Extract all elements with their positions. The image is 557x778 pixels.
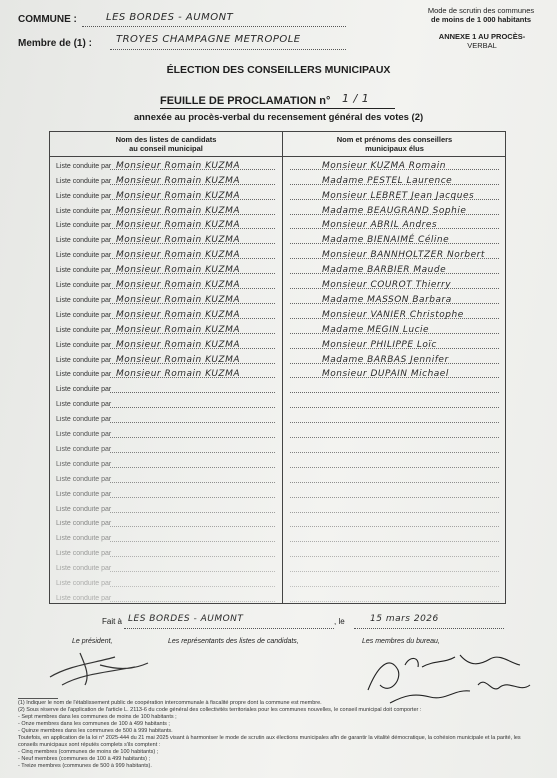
feuille-title: FEUILLE DE PROCLAMATION n° bbox=[160, 95, 331, 107]
candidate-name: Monsieur Romain KUZMA bbox=[116, 160, 240, 171]
footnote-line: - Cinq membres (communes de moins de 100 habitants) ; bbox=[18, 749, 159, 755]
footnote-line: (1) Indiquer le nom de l'établissement public de coopération intercommunale à fiscalité propre dont la commune est membre. bbox=[18, 700, 322, 706]
table-row bbox=[50, 558, 505, 573]
table-row bbox=[50, 365, 505, 380]
elected-name: Madame BARBIER Maude bbox=[322, 265, 447, 276]
candidate-name: Monsieur Romain KUZMA bbox=[116, 265, 240, 276]
commune-value: LES BORDES - AUMONT bbox=[106, 12, 234, 23]
row-label: Liste conduite par bbox=[56, 401, 112, 409]
annexe-line-2: VERBAL bbox=[467, 41, 497, 50]
table-row bbox=[50, 543, 505, 558]
table-row bbox=[50, 573, 505, 588]
membre-value: TROYES CHAMPAGNE METROPOLE bbox=[116, 34, 301, 45]
table-row bbox=[50, 305, 505, 320]
row-label: Liste conduite par bbox=[56, 565, 112, 573]
footnote-line: - Quinze membres dans les communes de 500 à 999 habitants. bbox=[18, 728, 173, 734]
row-label: Liste conduite par bbox=[56, 222, 112, 230]
row-label: Liste conduite par bbox=[56, 311, 112, 319]
row-label: Liste conduite par bbox=[56, 341, 112, 349]
table-row bbox=[50, 186, 505, 201]
election-title: ÉLECTION DES CONSEILLERS MUNICIPAUX bbox=[166, 64, 391, 76]
row-label: Liste conduite par bbox=[56, 192, 112, 200]
row-label: Liste conduite par bbox=[56, 237, 112, 245]
elected-name: Monsieur KUZMA Romain bbox=[322, 160, 446, 171]
elected-name: Monsieur BANNHOLTZER Norbert bbox=[322, 250, 485, 261]
row-label: Liste conduite par bbox=[56, 326, 112, 334]
candidate-name: Monsieur Romain KUZMA bbox=[116, 250, 240, 261]
elected-name: Monsieur DUPAIN Michael bbox=[322, 369, 449, 380]
row-label: Liste conduite par bbox=[56, 580, 112, 588]
candidate-name: Monsieur Romain KUZMA bbox=[116, 280, 240, 291]
fait-value: LES BORDES - AUMONT bbox=[128, 614, 244, 624]
row-label: Liste conduite par bbox=[56, 252, 112, 260]
mode-line-1: Mode de scrutin des communes bbox=[427, 6, 535, 15]
table-row bbox=[50, 484, 505, 499]
col2-header-line2: municipaux élus bbox=[365, 144, 424, 153]
elected-name: Madame MEGIN Lucie bbox=[322, 324, 430, 335]
row-label: Liste conduite par bbox=[56, 445, 112, 453]
candidate-name: Monsieur Romain KUZMA bbox=[116, 205, 240, 216]
proclamation-table bbox=[49, 131, 506, 604]
table-row bbox=[50, 156, 505, 171]
row-label: Liste conduite par bbox=[56, 267, 112, 275]
row-label: Liste conduite par bbox=[56, 460, 112, 468]
footnote-line: (2) Sous réserve de l'application de l'article L. 2113-6 du code général des collectivités territoriales pour les communes nouvelles, le conseil municipal doit comporter : bbox=[18, 707, 422, 713]
table-row bbox=[50, 514, 505, 529]
feuille-number: 1 / 1 bbox=[342, 92, 370, 105]
candidate-name: Monsieur Romain KUZMA bbox=[116, 324, 240, 335]
col2-header bbox=[282, 135, 507, 153]
row-label: Liste conduite par bbox=[56, 371, 112, 379]
table-row bbox=[50, 350, 505, 365]
elected-name: Monsieur LEBRET Jean Jacques bbox=[322, 190, 475, 201]
elected-name: Monsieur VANIER Christophe bbox=[322, 309, 464, 320]
table-row bbox=[50, 424, 505, 439]
row-label: Liste conduite par bbox=[56, 416, 112, 424]
table-row bbox=[50, 245, 505, 260]
row-label: Liste conduite par bbox=[56, 296, 112, 304]
row-label: Liste conduite par bbox=[56, 177, 112, 185]
elected-name: Madame BEAUGRAND Sophie bbox=[322, 205, 467, 216]
candidate-name: Monsieur Romain KUZMA bbox=[116, 294, 240, 305]
elected-name: Madame PESTEL Laurence bbox=[322, 175, 453, 186]
footnote-line: Toutefois, en application de la loi n° 2025-444 du 21 mai 2025 visant à harmoniser le mode de scrutin aux élections municipales afin de garantir la vitalité démocratique, la cohésion municipale et la parité, les bbox=[18, 735, 521, 741]
table-row bbox=[50, 335, 505, 350]
membres-signatures bbox=[360, 645, 550, 710]
mode-scrutin bbox=[408, 6, 554, 24]
row-label: Liste conduite par bbox=[56, 594, 112, 602]
table-row bbox=[50, 394, 505, 409]
annexe-line-1: ANNEXE 1 AU PROCÈS- bbox=[438, 32, 526, 41]
fait-label: Fait à bbox=[102, 617, 123, 626]
candidate-name: Monsieur Romain KUZMA bbox=[116, 309, 240, 320]
elected-name: Monsieur PHILIPPE Loïc bbox=[322, 339, 437, 350]
table-row bbox=[50, 231, 505, 246]
table-row bbox=[50, 380, 505, 395]
candidate-name: Monsieur Romain KUZMA bbox=[116, 354, 240, 365]
table-row bbox=[50, 499, 505, 514]
row-label: Liste conduite par bbox=[56, 505, 112, 513]
table-row bbox=[50, 201, 505, 216]
row-label: Liste conduite par bbox=[56, 282, 112, 290]
table-row bbox=[50, 469, 505, 484]
row-label: Liste conduite par bbox=[56, 431, 112, 439]
table-row bbox=[50, 290, 505, 305]
candidate-name: Monsieur Romain KUZMA bbox=[116, 235, 240, 246]
table-row bbox=[50, 216, 505, 231]
table-row bbox=[50, 409, 505, 424]
footnote-line: conseils municipaux sont réputés complets s'ils comptent : bbox=[18, 742, 161, 748]
row-label: Liste conduite par bbox=[56, 550, 112, 558]
row-label: Liste conduite par bbox=[56, 207, 112, 215]
table-row bbox=[50, 588, 505, 603]
row-label: Liste conduite par bbox=[56, 386, 112, 394]
table-row bbox=[50, 171, 505, 186]
table-row bbox=[50, 260, 505, 275]
row-label: Liste conduite par bbox=[56, 356, 112, 364]
elected-name: Monsieur ABRIL Andres bbox=[322, 220, 438, 231]
footnote-line: - Neuf membres (communes de 100 à 499 habitants) ; bbox=[18, 756, 151, 762]
candidate-name: Monsieur Romain KUZMA bbox=[116, 369, 240, 380]
table-row bbox=[50, 275, 505, 290]
membre-label: Membre de (1) : bbox=[18, 38, 92, 49]
col1-header bbox=[50, 135, 282, 153]
president-label: Le président, bbox=[72, 638, 113, 645]
row-label: Liste conduite par bbox=[56, 162, 112, 170]
row-label: Liste conduite par bbox=[56, 520, 112, 528]
candidate-name: Monsieur Romain KUZMA bbox=[116, 175, 240, 186]
table-row bbox=[50, 439, 505, 454]
table-row bbox=[50, 529, 505, 544]
table-row bbox=[50, 320, 505, 335]
elected-name: Monsieur COUROT Thierry bbox=[322, 280, 452, 291]
president-signature bbox=[40, 645, 160, 690]
candidate-name: Monsieur Romain KUZMA bbox=[116, 339, 240, 350]
table-row bbox=[50, 454, 505, 469]
le-value: 15 mars 2026 bbox=[370, 614, 439, 624]
row-label: Liste conduite par bbox=[56, 490, 112, 498]
footnote-line: - Onze membres dans les communes de 100 à 499 habitants ; bbox=[18, 721, 170, 727]
footnote-line: - Sept membres dans les communes de moins de 100 habitants ; bbox=[18, 714, 177, 720]
candidate-name: Monsieur Romain KUZMA bbox=[116, 190, 240, 201]
elected-name: Madame BARBAS Jennifer bbox=[322, 354, 449, 365]
row-label: Liste conduite par bbox=[56, 535, 112, 543]
candidate-name: Monsieur Romain KUZMA bbox=[116, 220, 240, 231]
elected-name: Madame MASSON Barbara bbox=[322, 294, 452, 305]
col1-header-line2: au conseil municipal bbox=[129, 144, 203, 153]
commune-label: COMMUNE : bbox=[18, 14, 77, 25]
annexe-label bbox=[412, 32, 552, 50]
mode-line-2: de moins de 1 000 habitants bbox=[430, 15, 532, 24]
representants-label: Les représentants des listes de candidats, bbox=[168, 638, 299, 645]
elected-name: Madame BIENAIMÉ Céline bbox=[322, 235, 450, 246]
le-label: , le bbox=[334, 617, 345, 626]
membres-label: Les membres du bureau, bbox=[362, 638, 440, 645]
annexee-subtitle: annexée au procès-verbal du recensement général des votes (2) bbox=[133, 112, 424, 123]
row-label: Liste conduite par bbox=[56, 475, 112, 483]
col1-header-line1: Nom des listes de candidats bbox=[115, 135, 217, 144]
col2-header-line1: Nom et prénoms des conseillers bbox=[336, 135, 453, 144]
footnote-line: - Treize membres (communes de 500 à 999 habitants). bbox=[18, 763, 152, 769]
